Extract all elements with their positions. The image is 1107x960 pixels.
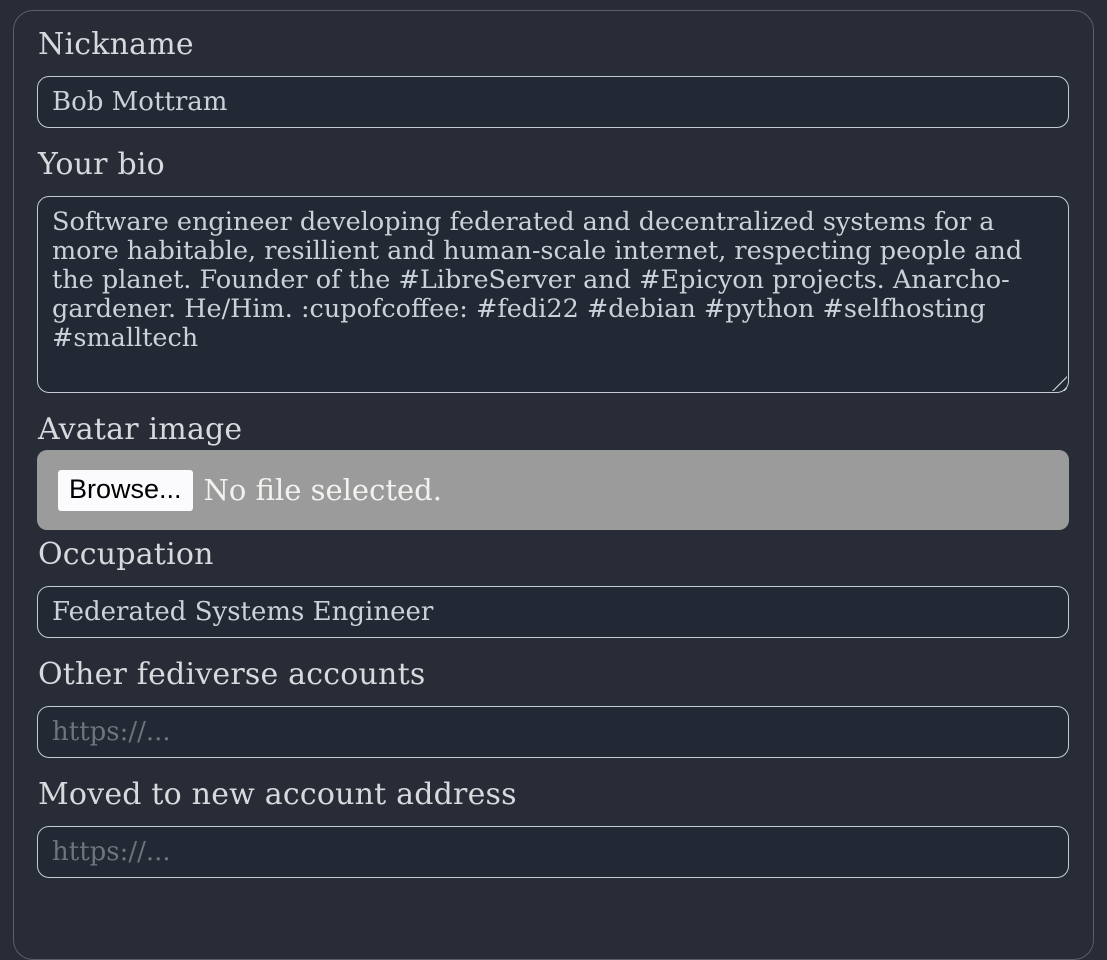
moved-to-new-account-label: Moved to new account address [38,777,517,812]
avatar-file-input[interactable] [37,450,1069,530]
no-file-selected-text: No file selected. [203,473,442,507]
avatar-image-label: Avatar image [38,412,243,447]
nickname-label: Nickname [38,27,194,62]
moved-to-new-account-input[interactable] [37,826,1069,878]
other-fediverse-accounts-input[interactable] [37,706,1069,758]
profile-form-panel [13,10,1094,960]
bio-textarea-wrapper [37,196,1069,393]
nickname-input[interactable] [37,76,1069,128]
browse-button[interactable]: Browse... [58,470,193,511]
occupation-input[interactable] [37,586,1069,638]
bio-label: Your bio [38,147,165,182]
other-fediverse-accounts-label: Other fediverse accounts [38,657,426,692]
bio-textarea[interactable] [37,196,1069,393]
occupation-label: Occupation [38,537,214,572]
